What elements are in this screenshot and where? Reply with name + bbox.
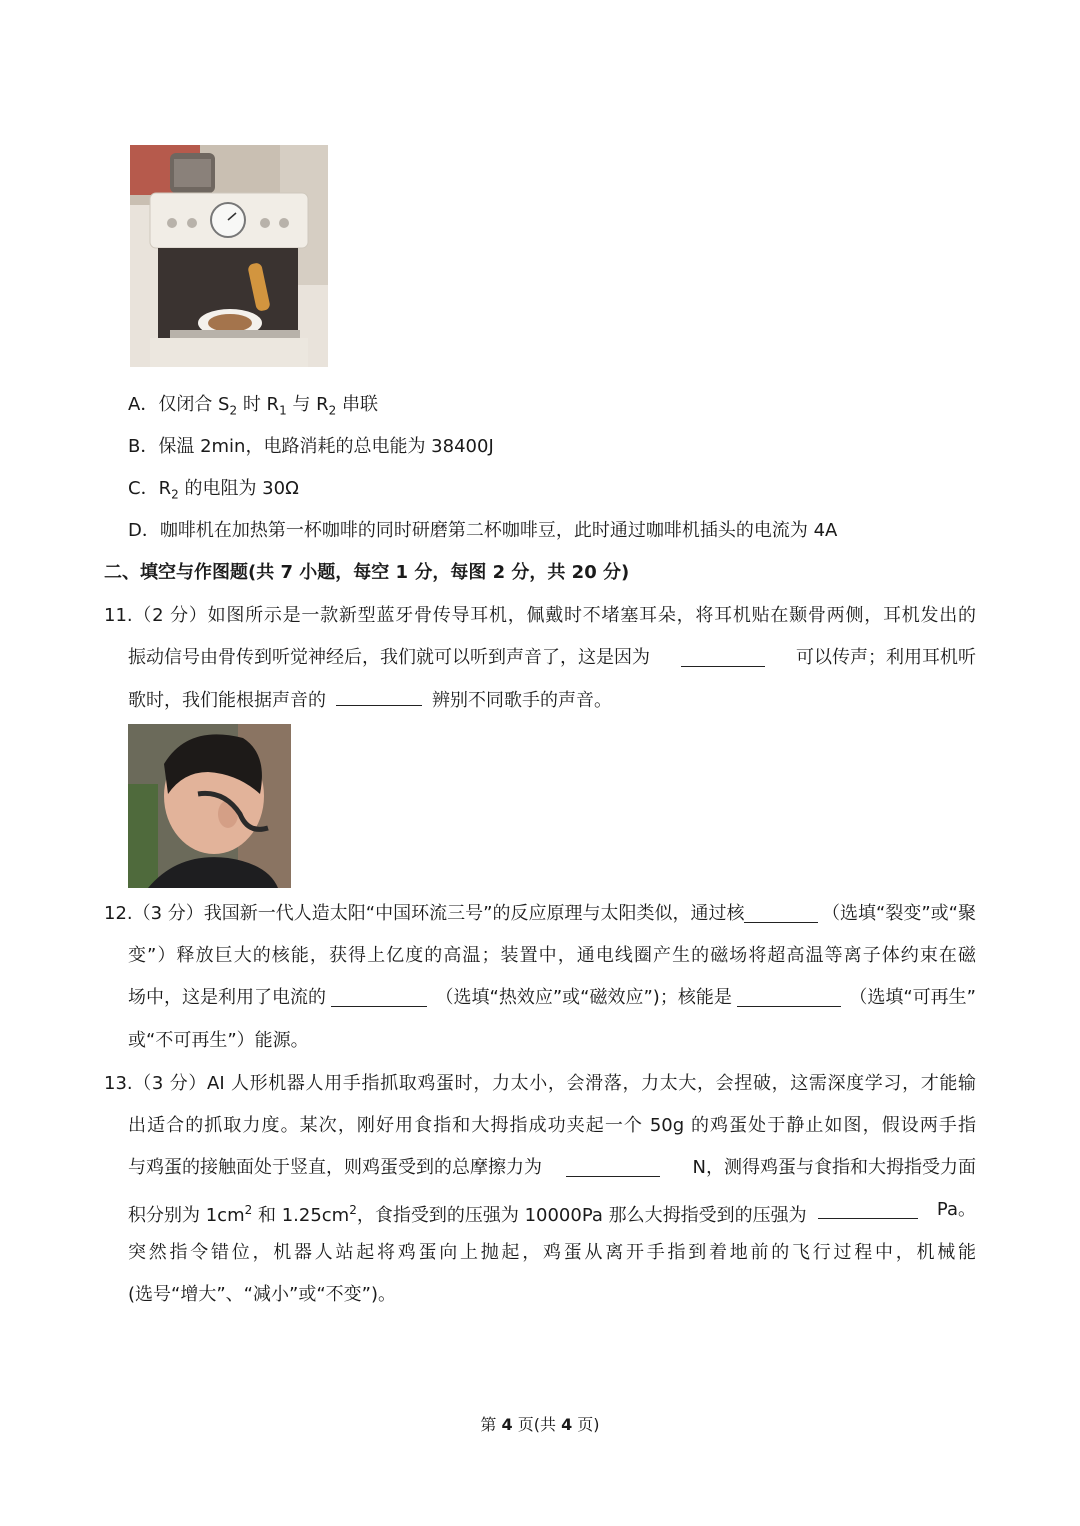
- answer-blank[interactable]: [818, 1217, 918, 1219]
- q11-line-2: 振动信号由骨传到听觉神经后，我们就可以听到声音了，这是因为 可以传声；利用耳机听: [128, 647, 976, 668]
- q12-line-3: 场中，这是利用了电流的 （选填“热效应”或“磁效应”)；核能是 （选填“可再生”: [128, 987, 976, 1008]
- option-b: B．保温 2min，电路消耗的总电能为 38400J: [128, 436, 494, 457]
- option-a: A．仅闭合 $S_2$ 时 $R_1$ 与 $R_2$ 串联: [128, 394, 379, 418]
- answer-blank[interactable]: [681, 665, 765, 667]
- q13-line-6: (选号“增大”、“减小”或“不变”)。: [128, 1284, 396, 1305]
- earphone-photo: [128, 724, 291, 888]
- q13-line-1: 13.（3 分）AI 人形机器人用手指抓取鸡蛋时，力太小，会滑落，力太大，会捏破，这需深度学习，才能输: [104, 1073, 976, 1094]
- q13-line-4: 积分别为 $1cm^2$ 和 $1.25cm^2$，食指受到的压强为 10000Pa 那么大拇指受到的压强为 Pa。: [128, 1199, 976, 1226]
- option-c: C．$R_2$ 的电阻为 30Ω: [128, 478, 299, 502]
- answer-blank[interactable]: [744, 921, 818, 923]
- coffee-machine-illustration: [130, 145, 328, 367]
- answer-blank[interactable]: [331, 1005, 427, 1007]
- q12-line-4: 或“不可再生”）能源。: [128, 1030, 309, 1051]
- answer-blank[interactable]: [336, 704, 422, 706]
- q11-line-3: 歌时，我们能根据声音的 辨别不同歌手的声音。: [128, 690, 612, 711]
- answer-blank[interactable]: [737, 1005, 841, 1007]
- q13-line-2: 出适合的抓取力度。某次，刚好用食指和大拇指成功夹起一个 50g 的鸡蛋处于静止如图，假设两手指: [128, 1115, 976, 1136]
- page-footer: 第 4 页(共 4 页): [480, 1415, 600, 1434]
- earphone-illustration: [128, 724, 291, 888]
- option-d: D．咖啡机在加热第一杯咖啡的同时研磨第二杯咖啡豆，此时通过咖啡机插头的电流为 4A: [128, 520, 838, 541]
- section-title: 二、填空与作图题(共 7 小题，每空 1 分，每图 2 分，共 20 分): [104, 562, 630, 583]
- q11-line-1: 11.（2 分）如图所示是一款新型蓝牙骨传导耳机，佩戴时不堵塞耳朵，将耳机贴在颞骨两侧，耳机发出的: [104, 605, 976, 626]
- q13-line-3: 与鸡蛋的接触面处于竖直，则鸡蛋受到的总摩擦力为 N，测得鸡蛋与食指和大拇指受力面: [128, 1157, 976, 1178]
- q13-line-5: 突然指令错位，机器人站起将鸡蛋向上抛起，鸡蛋从离开手指到着地前的飞行过程中，机械能: [128, 1242, 976, 1263]
- q12-line-1: 12.（3 分）我国新一代人造太阳“中国环流三号”的反应原理与太阳类似，通过核 （选填“裂变”或“聚: [104, 903, 976, 924]
- q12-line-2: 变”）释放巨大的核能，获得上亿度的高温；装置中，通电线圈产生的磁场将超高温等离子体约束在磁: [128, 945, 976, 966]
- coffee-machine-photo: [130, 145, 328, 367]
- answer-blank[interactable]: [566, 1175, 660, 1177]
